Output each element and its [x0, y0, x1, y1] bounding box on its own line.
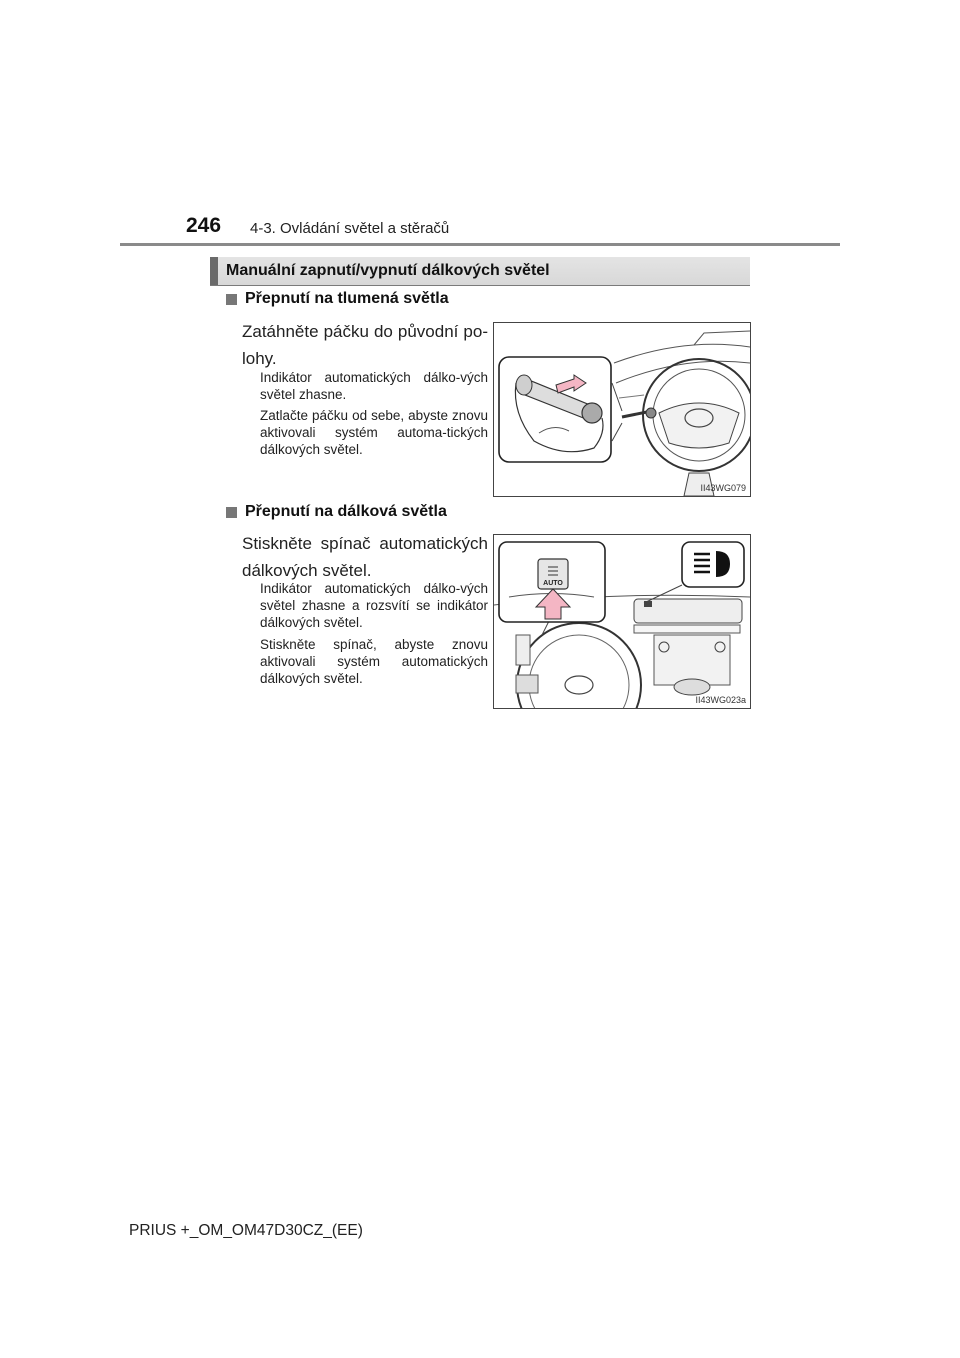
header-rule	[120, 243, 840, 246]
instruction-high-beam: Stiskněte spínač automatických dálkových světel.	[242, 534, 488, 580]
footer-manual-code: PRIUS +_OM_OM47D30CZ_(EE)	[129, 1222, 363, 1239]
dashboard-illustration	[494, 535, 750, 708]
subhead-low-beam	[226, 290, 449, 308]
section-bar	[210, 257, 750, 285]
figure-lever	[493, 322, 751, 497]
section-underline	[210, 285, 750, 286]
figure-lever-code: II43WG079	[700, 483, 746, 493]
section-accent	[210, 257, 218, 285]
figure-dashboard	[493, 534, 751, 709]
subhead-low-beam-text: Přepnutí na tlumená světla	[245, 290, 449, 307]
instruction-low-beam: Zatáhněte páčku do původní po-lohy.	[242, 322, 488, 368]
page-number: 246	[186, 214, 222, 237]
bullet-square-icon	[226, 507, 237, 518]
chapter-title: 4-3. Ovládání světel a stěračů	[250, 220, 450, 237]
lever-illustration	[494, 323, 750, 496]
note-high-beam-2: Stiskněte spínač, abyste znovu aktivovali systém automatických dálkových světel.	[260, 637, 488, 686]
bullet-square-icon	[226, 294, 237, 305]
note-low-beam-1: Indikátor automatických dálko-vých světel zhasne.	[260, 370, 488, 402]
subhead-high-beam	[226, 503, 447, 521]
subhead-high-beam-text: Přepnutí na dálková světla	[245, 503, 447, 520]
section-title: Manuální zapnutí/vypnutí dálkových světel	[226, 262, 550, 279]
figure-dashboard-code: II43WG023a	[695, 695, 746, 705]
note-high-beam-1: Indikátor automatických dálko-vých světel zhasne a rozsvítí se indikátor dálkových světel.	[260, 581, 488, 630]
auto-switch-label: AUTO	[543, 580, 563, 587]
note-low-beam-2: Zatlačte páčku od sebe, abyste znovu aktivovali systém automa-tických dálkových světel.	[260, 408, 488, 457]
